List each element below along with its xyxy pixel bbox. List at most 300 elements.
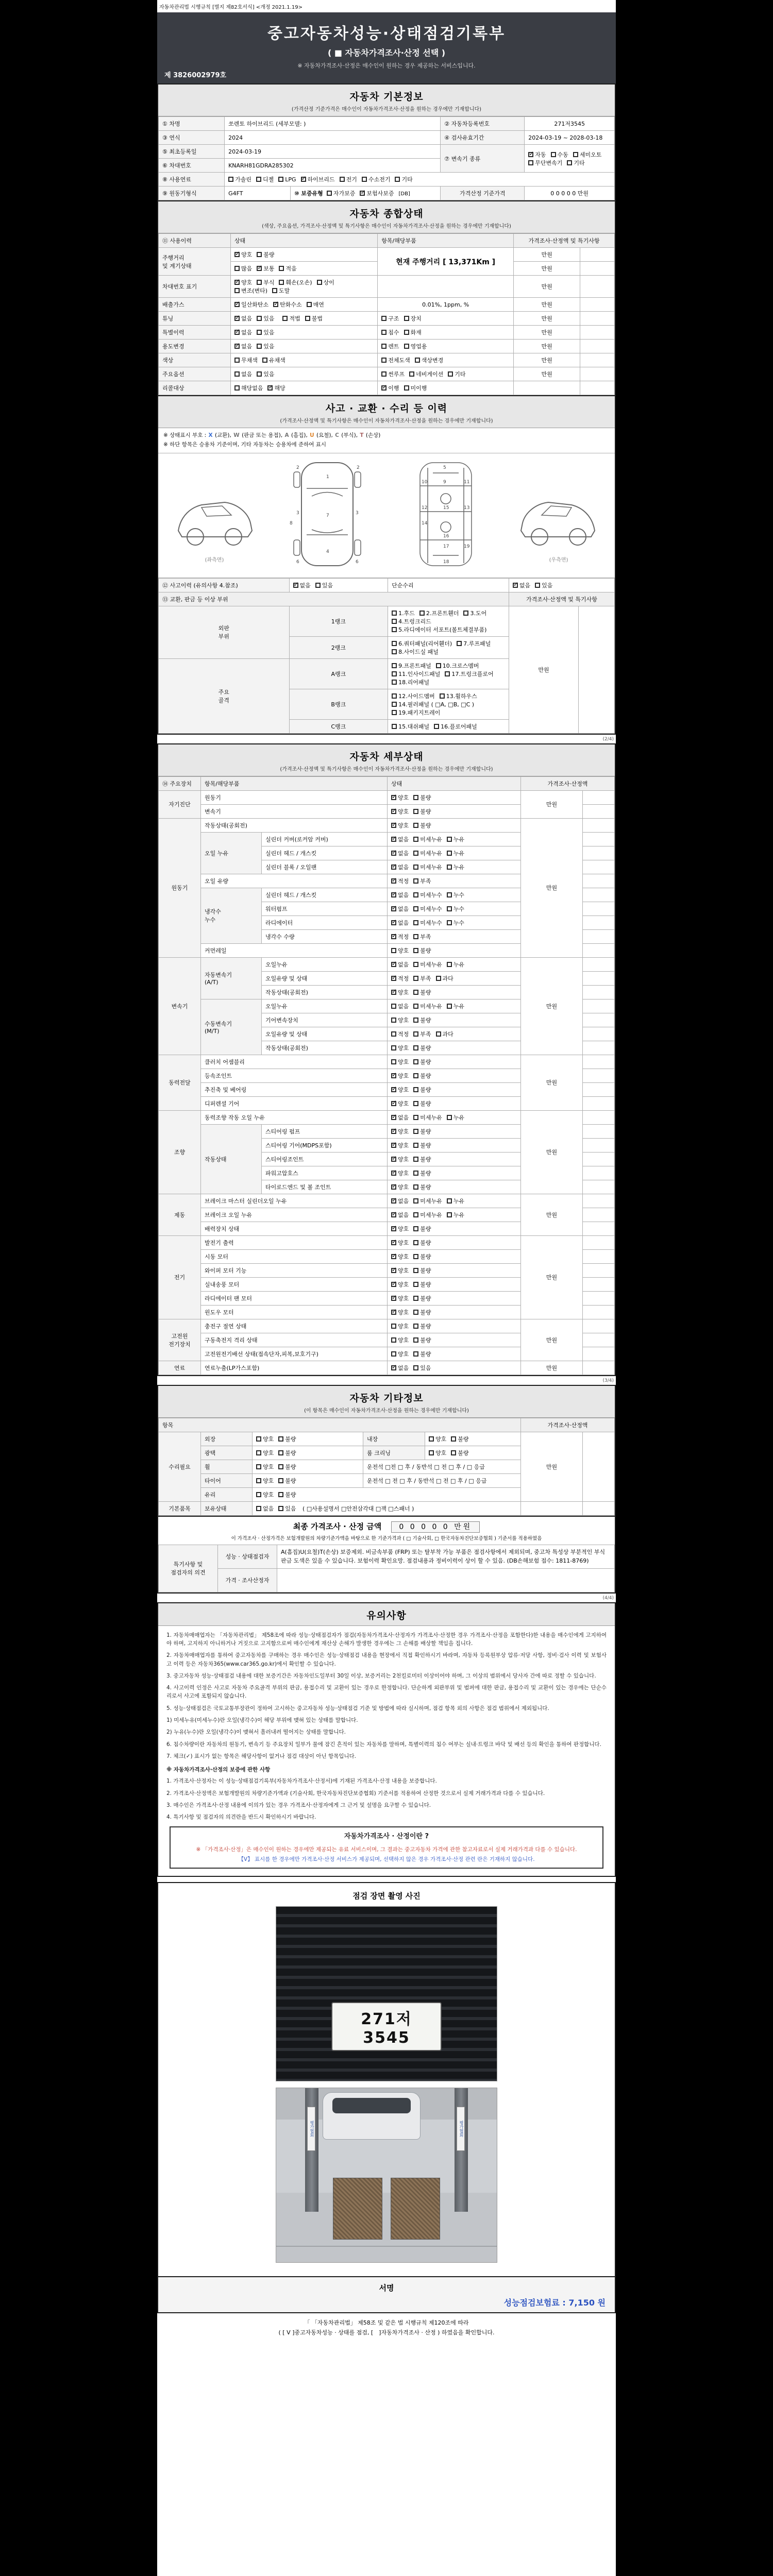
checkbox-용도변경-item[interactable]: 영업용 xyxy=(404,342,427,350)
checkbox-panel-A랭크[interactable]: 11.인사이드패널 xyxy=(392,670,440,678)
checkbox-튜닝[interactable]: ✓ 없음 xyxy=(234,314,252,323)
checkbox-용도변경[interactable]: 있음 xyxy=(257,342,274,350)
checkbox-unchecked-icon[interactable] xyxy=(447,906,452,911)
checkbox-unchecked-icon[interactable] xyxy=(447,865,452,870)
checkbox-차대번호 표기[interactable]: 도말 xyxy=(272,286,290,295)
checkbox-전기-와이퍼 모터 기능[interactable]: 불량 xyxy=(413,1266,431,1275)
checkbox-unchecked-icon[interactable] xyxy=(317,280,322,285)
checkbox-repair-유리[interactable]: 불량 xyxy=(278,1490,296,1499)
checkbox-고전원 전기장치-구동축전지 격리 상태[interactable]: 양호 xyxy=(391,1336,409,1344)
checkbox-unchecked-icon[interactable] xyxy=(391,1004,396,1009)
checkbox-checked-icon[interactable] xyxy=(391,1115,396,1120)
checkbox-checked-icon[interactable] xyxy=(234,344,240,349)
checkbox-변속기-오일유량 및 상태[interactable]: 과다 xyxy=(436,974,453,982)
checkbox-unchecked-icon[interactable] xyxy=(392,671,397,676)
checkbox-주요옵션-item[interactable]: 기타 xyxy=(448,370,465,378)
checkbox-unchecked-icon[interactable] xyxy=(404,330,409,335)
checkbox-조향-파워고압호스[interactable]: 불량 xyxy=(413,1169,431,1177)
checkbox-차대번호 표기[interactable]: 부식 xyxy=(257,278,274,286)
checkbox-panel-A랭크[interactable]: 10.크로스멤버 xyxy=(436,662,479,670)
checkbox-색상-item[interactable]: 색상변경 xyxy=(415,356,444,364)
checkbox-unchecked-icon[interactable] xyxy=(413,892,418,897)
checkbox-unchecked-icon[interactable] xyxy=(395,177,400,182)
checkbox-unchecked-icon[interactable] xyxy=(279,266,284,271)
checkbox-제동-브레이크 오일 누유[interactable]: ✓ 없음 xyxy=(391,1211,409,1219)
checkbox-제동-브레이크 마스터 실린더오일 누유[interactable]: 누유 xyxy=(447,1197,464,1205)
checkbox-repair-외장[interactable]: 불량 xyxy=(278,1435,296,1443)
checkbox-특별이력[interactable]: 있음 xyxy=(257,328,274,336)
checkbox-unchecked-icon[interactable] xyxy=(413,976,418,981)
checkbox-fuel[interactable]: 디젤 xyxy=(256,175,274,183)
checkbox-checked-icon[interactable] xyxy=(391,1310,396,1315)
checkbox-변속기-오일유량 및 상태[interactable]: ✓ 적정 xyxy=(391,974,409,982)
checkbox-동력전달-등속조인트[interactable]: ✓ 양호 xyxy=(391,1072,409,1080)
checkbox-unchecked-icon[interactable] xyxy=(391,948,396,953)
checkbox-checked-icon[interactable] xyxy=(391,1226,396,1231)
checkbox-조향-스티어링 펌프[interactable]: 불량 xyxy=(413,1127,431,1136)
checkbox-trans[interactable]: 수동 xyxy=(551,150,568,159)
checkbox-unchecked-icon[interactable] xyxy=(234,358,240,363)
checkbox-repair-휠[interactable]: 양호 xyxy=(256,1463,274,1471)
checkbox-unchecked-icon[interactable] xyxy=(404,344,409,349)
checkbox-unchecked-icon[interactable] xyxy=(413,1171,418,1176)
checkbox-동력전달-등속조인트[interactable]: 불량 xyxy=(413,1072,431,1080)
checkbox-panel-B랭크[interactable]: 14.필러패널 ( □A, □B, □C ) xyxy=(392,700,474,708)
checkbox-unchecked-icon[interactable] xyxy=(381,344,386,349)
checkbox-unchecked-icon[interactable] xyxy=(282,316,288,321)
checkbox-원동기-워터펌프[interactable]: ✓ 없음 xyxy=(391,905,409,913)
checkbox-unchecked-icon[interactable] xyxy=(451,1436,456,1442)
checkbox-unchecked-icon[interactable] xyxy=(447,851,452,856)
checkbox-unchecked-icon[interactable] xyxy=(436,976,441,981)
checkbox-panel-B랭크[interactable]: 13.휠하우스 xyxy=(440,692,477,700)
checkbox-차대번호 표기[interactable]: 훼손(오손) xyxy=(279,278,312,286)
checkbox-checked-icon[interactable] xyxy=(257,266,262,271)
checkbox-차대번호 표기[interactable]: 변조(변타) xyxy=(234,286,267,295)
checkbox-unchecked-icon[interactable] xyxy=(447,920,452,925)
checkbox-전기-라디에이터 팬 모터[interactable]: ✓ 양호 xyxy=(391,1294,409,1302)
checkbox-변속기-작동상태(공회전)[interactable]: 양호 xyxy=(391,1044,409,1052)
checkbox-unchecked-icon[interactable] xyxy=(413,934,418,939)
checkbox-변속기-오일누유[interactable]: ✓ 없음 xyxy=(391,960,409,969)
checkbox-unchecked-icon[interactable] xyxy=(256,1436,261,1442)
checkbox-unchecked-icon[interactable] xyxy=(391,1018,396,1023)
checkbox-unchecked-icon[interactable] xyxy=(278,1492,283,1497)
checkbox-연료-연료누출(LP가스포함)[interactable]: ✓ 없음 xyxy=(391,1364,409,1372)
checkbox-checked-icon[interactable] xyxy=(391,837,396,842)
checkbox-변속기-오일유량 및 상태[interactable]: 부족 xyxy=(413,974,431,982)
checkbox-unchecked-icon[interactable] xyxy=(434,724,439,729)
checkbox-튜닝[interactable]: 있음 xyxy=(257,314,274,323)
checkbox-unchecked-icon[interactable] xyxy=(257,316,262,321)
checkbox-unchecked-icon[interactable] xyxy=(447,962,452,967)
checkbox-fuel[interactable]: 가솔린 xyxy=(228,175,251,183)
checkbox-unchecked-icon[interactable] xyxy=(413,1087,418,1092)
checkbox-unchecked-icon[interactable] xyxy=(257,252,262,257)
checkbox-checked-icon[interactable] xyxy=(391,1171,396,1176)
checkbox-unchecked-icon[interactable] xyxy=(463,611,468,616)
checkbox-주요옵션[interactable]: 있음 xyxy=(257,370,274,378)
checkbox-unchecked-icon[interactable] xyxy=(256,177,261,182)
checkbox-unchecked-icon[interactable] xyxy=(413,1254,418,1259)
checkbox-unchecked-icon[interactable] xyxy=(381,358,386,363)
checkbox-용도변경[interactable]: ✓ 없음 xyxy=(234,342,252,350)
checkbox-checked-icon[interactable] xyxy=(391,976,396,981)
checkbox-동력전달-추진축 및 베어링[interactable]: ✓ 양호 xyxy=(391,1086,409,1094)
checkbox-색상[interactable]: 유채색 xyxy=(262,356,285,364)
checkbox-panel-B랭크[interactable]: 12.사이드멤버 xyxy=(392,692,435,700)
checkbox-변속기-기어변속장치[interactable]: 양호 xyxy=(391,1016,409,1024)
checkbox-checked-icon[interactable] xyxy=(391,906,396,911)
checkbox-checked-icon[interactable] xyxy=(391,1296,396,1301)
checkbox-조향-스티어링조인트[interactable]: ✓ 양호 xyxy=(391,1155,409,1163)
checkbox-전기-윈도우 모터[interactable]: ✓ 양호 xyxy=(391,1308,409,1316)
checkbox-unchecked-icon[interactable] xyxy=(429,1450,434,1455)
checkbox-checked-icon[interactable] xyxy=(391,962,396,967)
checkbox-배출가스[interactable]: ✓ 탄화수소 xyxy=(273,300,302,309)
checkbox-unchecked-icon[interactable] xyxy=(404,385,409,391)
checkbox-panel-C랭크[interactable]: 15.대쉬패널 xyxy=(392,722,429,731)
checkbox-배출가스[interactable]: ✓ 일산화탄소 xyxy=(234,300,268,309)
checkbox-원동기-작동상태(공회전)[interactable]: 불량 xyxy=(413,821,431,829)
checkbox-조향-타이로드엔드 및 볼 조인트[interactable]: ✓ 양호 xyxy=(391,1183,409,1191)
checkbox-unchecked-icon[interactable] xyxy=(429,1436,434,1442)
checkbox-조향-동력조향 작동 오일 누유[interactable]: 미세누유 xyxy=(413,1113,442,1122)
checkbox-원동기-워터펌프[interactable]: 누수 xyxy=(447,905,464,913)
checkbox-unchecked-icon[interactable] xyxy=(567,160,572,165)
checkbox-unchecked-icon[interactable] xyxy=(447,1198,452,1204)
checkbox-조향-스티어링 기어(MDPS포함)[interactable]: ✓ 양호 xyxy=(391,1141,409,1149)
checkbox-원동기-커먼레일[interactable]: 양호 xyxy=(391,946,409,955)
checkbox-checked-icon[interactable] xyxy=(234,252,240,257)
checkbox-unchecked-icon[interactable] xyxy=(413,1240,418,1245)
checkbox-mileage-level[interactable]: 많음 xyxy=(234,264,252,273)
checkbox-unchecked-icon[interactable] xyxy=(392,663,397,668)
checkbox-checked-icon[interactable] xyxy=(234,280,240,285)
checkbox-변속기-오일누유[interactable]: 누유 xyxy=(447,960,464,969)
checkbox-checked-icon[interactable] xyxy=(391,823,396,828)
checkbox-조향-파워고압호스[interactable]: ✓ 양호 xyxy=(391,1169,409,1177)
checkbox-원동기-워터펌프[interactable]: 미세누수 xyxy=(413,905,442,913)
checkbox-panel-C랭크[interactable]: 16.플로어패널 xyxy=(434,722,477,731)
checkbox-튜닝-item[interactable]: 장치 xyxy=(404,314,422,323)
checkbox-checked-icon[interactable] xyxy=(391,851,396,856)
checkbox-unchecked-icon[interactable] xyxy=(413,1059,418,1064)
checkbox-자기진단-변속기[interactable]: 불량 xyxy=(413,807,431,816)
checkbox-조향-스티어링 기어(MDPS포함)[interactable]: 불량 xyxy=(413,1141,431,1149)
checkbox-unchecked-icon[interactable] xyxy=(305,316,310,321)
checkbox-unchecked-icon[interactable] xyxy=(392,611,397,616)
checkbox-unchecked-icon[interactable] xyxy=(413,1351,418,1357)
checkbox-unchecked-icon[interactable] xyxy=(391,1324,396,1329)
checkbox-unchecked-icon[interactable] xyxy=(256,1492,261,1497)
checkbox-unchecked-icon[interactable] xyxy=(409,371,414,377)
checkbox-주요옵션[interactable]: 없음 xyxy=(234,370,252,378)
checkbox-unchecked-icon[interactable] xyxy=(391,1031,396,1037)
checkbox-unchecked-icon[interactable] xyxy=(419,611,425,616)
checkbox-panel-2랭크[interactable]: 7.루프패널 xyxy=(457,639,491,648)
checkbox-동력전달-클러치 어셈블리[interactable]: 불량 xyxy=(413,1058,431,1066)
checkbox-checked-icon[interactable] xyxy=(391,1365,396,1370)
checkbox-unchecked-icon[interactable] xyxy=(413,1184,418,1190)
checkbox-trans[interactable]: 무단변속기 xyxy=(528,159,562,167)
checkbox-원동기-실린더 헤드 / 개스킷[interactable]: ✓ 없음 xyxy=(391,891,409,899)
checkbox-repair-룸 크리닝[interactable]: 불량 xyxy=(451,1449,468,1457)
checkbox-색상[interactable]: 무채색 xyxy=(234,356,258,364)
signature-label[interactable]: 서명 xyxy=(379,2283,394,2293)
checkbox-전기-발전기 출력[interactable]: ✓ 양호 xyxy=(391,1239,409,1247)
checkbox-원동기-오일 유량[interactable]: 부족 xyxy=(413,877,431,885)
checkbox-unchecked-icon[interactable] xyxy=(392,641,397,646)
checkbox-checked-icon[interactable] xyxy=(513,583,518,588)
checkbox-basics[interactable]: 없음 xyxy=(256,1504,274,1513)
checkbox-unchecked-icon[interactable] xyxy=(413,1310,418,1315)
checkbox-원동기-커먼레일[interactable]: 불량 xyxy=(413,946,431,955)
checkbox-unchecked-icon[interactable] xyxy=(262,358,267,363)
checkbox-원동기-실린더 블록 / 오일팬[interactable]: 미세누유 xyxy=(413,863,442,871)
checkbox-원동기-실린더 블록 / 오일팬[interactable]: ✓ 없음 xyxy=(391,863,409,871)
checkbox-unchecked-icon[interactable] xyxy=(381,371,386,377)
checkbox-checked-icon[interactable] xyxy=(273,302,278,307)
checkbox-리콜대상-item[interactable]: ✓ 이행 xyxy=(381,384,399,392)
checkbox-repair-내장[interactable]: 불량 xyxy=(451,1435,468,1443)
checkbox-주요옵션-item[interactable]: 네비게이션 xyxy=(409,370,443,378)
checkbox-원동기-작동상태(공회전)[interactable]: ✓ 양호 xyxy=(391,821,409,829)
checkbox-원동기-실린더 커버(로커암 커버)[interactable]: 누유 xyxy=(447,835,464,843)
checkbox-unchecked-icon[interactable] xyxy=(256,1506,261,1511)
checkbox-unchecked-icon[interactable] xyxy=(256,1478,261,1483)
checkbox-fuel[interactable]: ✓ 하이브리드 xyxy=(301,175,335,183)
checkbox-unchecked-icon[interactable] xyxy=(413,851,418,856)
checkbox-변속기-오일누유[interactable]: 누유 xyxy=(447,1002,464,1010)
checkbox-unchecked-icon[interactable] xyxy=(447,837,452,842)
checkbox-trans[interactable]: ✓자동 xyxy=(528,150,546,159)
checkbox-unchecked-icon[interactable] xyxy=(413,990,418,995)
checkbox-unchecked-icon[interactable] xyxy=(413,1031,418,1037)
checkbox-checked-icon[interactable] xyxy=(391,865,396,870)
checkbox-repair-룸 크리닝[interactable]: 양호 xyxy=(429,1449,446,1457)
checkbox-unchecked-icon[interactable] xyxy=(257,371,262,377)
checkbox-unchecked-icon[interactable] xyxy=(413,1143,418,1148)
checkbox-전기-와이퍼 모터 기능[interactable]: ✓ 양호 xyxy=(391,1266,409,1275)
checkbox-checked-icon[interactable] xyxy=(391,1184,396,1190)
checkbox-repair-휠[interactable]: 불량 xyxy=(278,1463,296,1471)
checkbox-unchecked-icon[interactable] xyxy=(404,316,409,321)
checkbox-원동기-오일 유량[interactable]: ✓ 적정 xyxy=(391,877,409,885)
checkbox-panel-A랭크[interactable]: 17.트렁크플로어 xyxy=(445,670,493,678)
checkbox-동력전달-디퍼렌셜 기어[interactable]: ✓ 양호 xyxy=(391,1099,409,1108)
checkbox-제동-브레이크 마스터 실린더오일 누유[interactable]: ✓ 없음 xyxy=(391,1197,409,1205)
checkbox-조향-스티어링 펌프[interactable]: ✓ 양호 xyxy=(391,1127,409,1136)
checkbox-unchecked-icon[interactable] xyxy=(278,1436,283,1442)
checkbox-panel-1랭크[interactable]: 2.프론트휀더 xyxy=(419,609,459,617)
checkbox-고전원 전기장치-충전구 절연 상태[interactable]: 양호 xyxy=(391,1322,409,1330)
checkbox-simple-repair[interactable]: ✓ 없음 xyxy=(513,581,530,589)
checkbox-리콜대상[interactable]: 해당없음 xyxy=(234,384,263,392)
checkbox-unchecked-icon[interactable] xyxy=(413,1296,418,1301)
checkbox-unchecked-icon[interactable] xyxy=(447,1115,452,1120)
checkbox-전기-발전기 출력[interactable]: 불량 xyxy=(413,1239,431,1247)
checkbox-제동-배력장치 상태[interactable]: 불량 xyxy=(413,1225,431,1233)
checkbox-unchecked-icon[interactable] xyxy=(413,795,418,800)
checkbox-checked-icon[interactable] xyxy=(391,1087,396,1092)
checkbox-fuel[interactable]: 전기 xyxy=(340,175,357,183)
checkbox-조향-동력조향 작동 오일 누유[interactable]: ✓ 없음 xyxy=(391,1113,409,1122)
checkbox-unchecked-icon[interactable] xyxy=(257,280,262,285)
checkbox-checked-icon[interactable] xyxy=(301,177,306,182)
checkbox-동력전달-추진축 및 베어링[interactable]: 불량 xyxy=(413,1086,431,1094)
checkbox-전기-시동 모터[interactable]: ✓ 양호 xyxy=(391,1252,409,1261)
checkbox-checked-icon[interactable] xyxy=(391,1282,396,1287)
checkbox-unchecked-icon[interactable] xyxy=(535,583,540,588)
checkbox-unchecked-icon[interactable] xyxy=(362,177,367,182)
checkbox-주요옵션-item[interactable]: 썬루프 xyxy=(381,370,405,378)
checkbox-차대번호 표기[interactable]: ✓양호 xyxy=(234,278,252,286)
checkbox-unchecked-icon[interactable] xyxy=(257,330,262,335)
checkbox-checked-icon[interactable] xyxy=(391,795,396,800)
checkbox-unchecked-icon[interactable] xyxy=(234,266,240,271)
checkbox-원동기-실린더 헤드 / 개스킷[interactable]: 누유 xyxy=(447,849,464,857)
checkbox-repair-타이어[interactable]: 불량 xyxy=(278,1477,296,1485)
checkbox-unchecked-icon[interactable] xyxy=(413,1268,418,1273)
checkbox-원동기-라디에이터[interactable]: 누수 xyxy=(447,919,464,927)
checkbox-원동기-실린더 헤드 / 개스킷[interactable]: 미세누유 xyxy=(413,849,442,857)
checkbox-warranty[interactable]: 자가보증 xyxy=(327,189,356,197)
checkbox-repair-외장[interactable]: 양호 xyxy=(256,1435,274,1443)
checkbox-원동기-라디에이터[interactable]: 미세누수 xyxy=(413,919,442,927)
checkbox-panel-2랭크[interactable]: 6.쿼터패널(리어휀더) xyxy=(392,639,452,648)
checkbox-원동기-실린더 헤드 / 개스킷[interactable]: 미세누수 xyxy=(413,891,442,899)
checkbox-unchecked-icon[interactable] xyxy=(391,1045,396,1050)
checkbox-checked-icon[interactable] xyxy=(381,385,386,391)
checkbox-checked-icon[interactable] xyxy=(391,1143,396,1148)
checkbox-특별이력-item[interactable]: 침수 xyxy=(381,328,399,336)
checkbox-unchecked-icon[interactable] xyxy=(257,344,262,349)
checkbox-panel-A랭크[interactable]: 18.리어패널 xyxy=(392,678,429,686)
checkbox-unchecked-icon[interactable] xyxy=(392,627,397,632)
checkbox-unchecked-icon[interactable] xyxy=(392,693,397,699)
checkbox-unchecked-icon[interactable] xyxy=(307,302,312,307)
checkbox-checked-icon[interactable] xyxy=(528,152,533,157)
checkbox-unchecked-icon[interactable] xyxy=(573,152,578,157)
checkbox-checked-icon[interactable] xyxy=(391,1129,396,1134)
checkbox-unchecked-icon[interactable] xyxy=(279,280,284,285)
checkbox-panel-A랭크[interactable]: 9.프론트패널 xyxy=(392,662,431,670)
checkbox-unchecked-icon[interactable] xyxy=(392,680,397,685)
checkbox-panel-2랭크[interactable]: 8.사이드실 패널 xyxy=(392,648,439,656)
checkbox-리콜대상-item[interactable]: 미이행 xyxy=(404,384,427,392)
checkbox-checked-icon[interactable] xyxy=(234,316,240,321)
checkbox-trans[interactable]: 기타 xyxy=(567,159,584,167)
checkbox-repair-광택[interactable]: 불량 xyxy=(278,1449,296,1457)
checkbox-checked-icon[interactable] xyxy=(391,1101,396,1106)
checkbox-unchecked-icon[interactable] xyxy=(234,288,240,293)
checkbox-unchecked-icon[interactable] xyxy=(272,288,277,293)
checkbox-unchecked-icon[interactable] xyxy=(551,152,556,157)
checkbox-unchecked-icon[interactable] xyxy=(436,1031,441,1037)
checkbox-unchecked-icon[interactable] xyxy=(256,1450,261,1455)
checkbox-unchecked-icon[interactable] xyxy=(451,1450,456,1455)
checkbox-차대번호 표기[interactable]: 상이 xyxy=(317,278,334,286)
checkbox-제동-브레이크 오일 누유[interactable]: 미세누유 xyxy=(413,1211,442,1219)
checkbox-고전원 전기장치-구동축전지 격리 상태[interactable]: 불량 xyxy=(413,1336,431,1344)
checkbox-변속기-작동상태(공회전)[interactable]: ✓ 양호 xyxy=(391,988,409,996)
checkbox-고전원 전기장치-고전원전기배선 상태(접속단자,피복,보호기구)[interactable]: 불량 xyxy=(413,1350,431,1358)
checkbox-checked-icon[interactable] xyxy=(391,1240,396,1245)
checkbox-unchecked-icon[interactable] xyxy=(440,693,445,699)
checkbox-checked-icon[interactable] xyxy=(391,1198,396,1204)
checkbox-튜닝-item[interactable]: 구조 xyxy=(381,314,399,323)
checkbox-전기-윈도우 모터[interactable]: 불량 xyxy=(413,1308,431,1316)
checkbox-unchecked-icon[interactable] xyxy=(381,330,386,335)
checkbox-checked-icon[interactable] xyxy=(293,583,298,588)
checkbox-unchecked-icon[interactable] xyxy=(413,1004,418,1009)
checkbox-accident-history[interactable]: 있음 xyxy=(315,581,333,589)
checkbox-unchecked-icon[interactable] xyxy=(234,385,240,391)
checkbox-unchecked-icon[interactable] xyxy=(391,1351,396,1357)
checkbox-unchecked-icon[interactable] xyxy=(327,191,332,196)
checkbox-unchecked-icon[interactable] xyxy=(392,724,397,729)
checkbox-unchecked-icon[interactable] xyxy=(413,1365,418,1370)
checkbox-특별이력[interactable]: ✓ 없음 xyxy=(234,328,252,336)
checkbox-unchecked-icon[interactable] xyxy=(413,1045,418,1050)
checkbox-mileage[interactable]: ✓양호 xyxy=(234,250,252,259)
checkbox-원동기-실린더 커버(로커암 커버)[interactable]: ✓ 없음 xyxy=(391,835,409,843)
checkbox-unchecked-icon[interactable] xyxy=(278,1464,283,1469)
checkbox-checked-icon[interactable] xyxy=(391,920,396,925)
checkbox-unchecked-icon[interactable] xyxy=(413,1226,418,1231)
checkbox-unchecked-icon[interactable] xyxy=(391,1059,396,1064)
checkbox-unchecked-icon[interactable] xyxy=(413,878,418,884)
checkbox-unchecked-icon[interactable] xyxy=(413,920,418,925)
checkbox-checked-icon[interactable] xyxy=(234,330,240,335)
checkbox-checked-icon[interactable] xyxy=(391,934,396,939)
checkbox-checked-icon[interactable] xyxy=(360,191,365,196)
checkbox-unchecked-icon[interactable] xyxy=(278,1506,283,1511)
checkbox-unchecked-icon[interactable] xyxy=(315,583,321,588)
checkbox-고전원 전기장치-고전원전기배선 상태(접속단자,피복,보호기구)[interactable]: 양호 xyxy=(391,1350,409,1358)
checkbox-checked-icon[interactable] xyxy=(391,1212,396,1217)
checkbox-panel-B랭크[interactable]: 19.패키지트레이 xyxy=(392,708,440,717)
checkbox-unchecked-icon[interactable] xyxy=(457,641,462,646)
checkbox-fuel[interactable]: LPG xyxy=(278,176,296,183)
checkbox-조향-타이로드엔드 및 볼 조인트[interactable]: 불량 xyxy=(413,1183,431,1191)
checkbox-변속기-기어변속장치[interactable]: 불량 xyxy=(413,1016,431,1024)
checkbox-panel-1랭크[interactable]: 3.도어 xyxy=(463,609,486,617)
checkbox-원동기-실린더 블록 / 오일팬[interactable]: 누유 xyxy=(447,863,464,871)
checkbox-동력전달-디퍼렌셜 기어[interactable]: 불량 xyxy=(413,1099,431,1108)
checkbox-unchecked-icon[interactable] xyxy=(278,177,283,182)
checkbox-배출가스[interactable]: 매연 xyxy=(307,300,324,309)
checkbox-panel-1랭크[interactable]: 5.라디에이터 서포트(볼트체결부품) xyxy=(392,625,486,634)
checkbox-unchecked-icon[interactable] xyxy=(413,1324,418,1329)
checkbox-mileage[interactable]: 불량 xyxy=(257,250,274,259)
checkbox-변속기-오일누유[interactable]: 없음 xyxy=(391,1002,409,1010)
checkbox-fuel[interactable]: 기타 xyxy=(395,175,412,183)
checkbox-unchecked-icon[interactable] xyxy=(413,1337,418,1343)
checkbox-고전원 전기장치-충전구 절연 상태[interactable]: 불량 xyxy=(413,1322,431,1330)
checkbox-연료-연료누출(LP가스포함)[interactable]: 있음 xyxy=(413,1364,431,1372)
checkbox-색상-item[interactable]: 전체도색 xyxy=(381,356,410,364)
checkbox-unchecked-icon[interactable] xyxy=(413,962,418,967)
checkbox-unchecked-icon[interactable] xyxy=(392,702,397,707)
checkbox-unchecked-icon[interactable] xyxy=(413,1157,418,1162)
checkbox-unchecked-icon[interactable] xyxy=(278,1450,283,1455)
checkbox-원동기-냉각수 수량[interactable]: ✓ 적정 xyxy=(391,933,409,941)
checkbox-unchecked-icon[interactable] xyxy=(413,1115,418,1120)
checkbox-mileage-level[interactable]: 적음 xyxy=(279,264,296,273)
checkbox-unchecked-icon[interactable] xyxy=(413,823,418,828)
